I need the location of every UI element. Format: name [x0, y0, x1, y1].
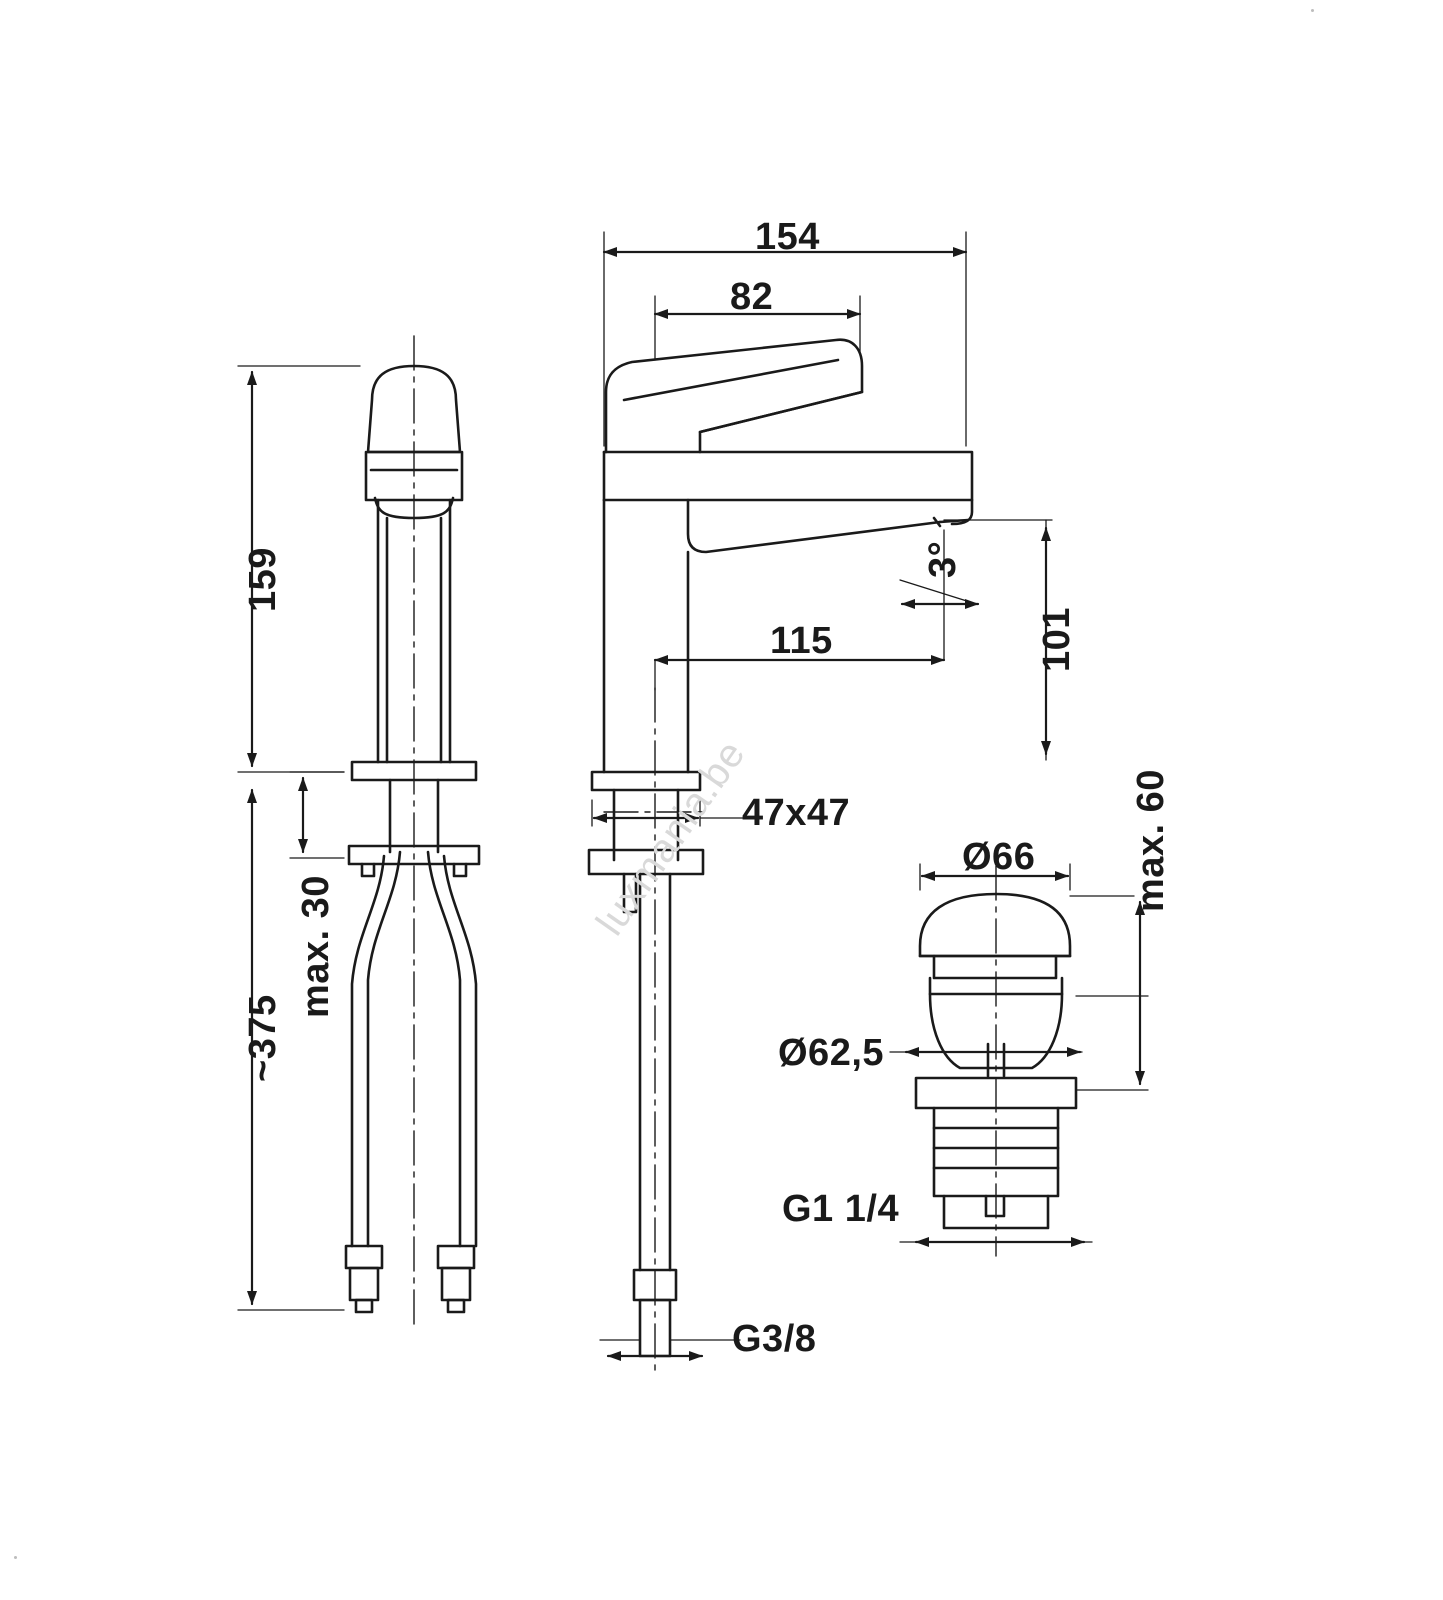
side-view-geometry — [346, 366, 479, 1312]
dimension-label-375: ~375 — [242, 994, 284, 1082]
dimension-label-154: 154 — [755, 216, 820, 258]
dimension-label-g38: G3/8 — [732, 1318, 817, 1360]
dimension-label-angle-3deg: 3° — [922, 540, 964, 578]
dimension-label-d66: Ø66 — [962, 836, 1036, 878]
dimension-label-47x47: 47x47 — [742, 792, 851, 834]
dimension-label-max60: max. 60 — [1130, 769, 1172, 912]
dimension-label-115: 115 — [770, 620, 833, 662]
dimension-label-101: 101 — [1036, 607, 1078, 672]
watermark-text: luxmania.be — [588, 732, 755, 944]
dimension-label-d625: Ø62,5 — [778, 1032, 885, 1074]
dimension-label-g114: G1 1/4 — [782, 1188, 900, 1230]
dimension-label-159: 159 — [242, 547, 284, 612]
dimension-label-82: 82 — [730, 276, 774, 318]
dimension-label-max30: max. 30 — [295, 875, 337, 1018]
